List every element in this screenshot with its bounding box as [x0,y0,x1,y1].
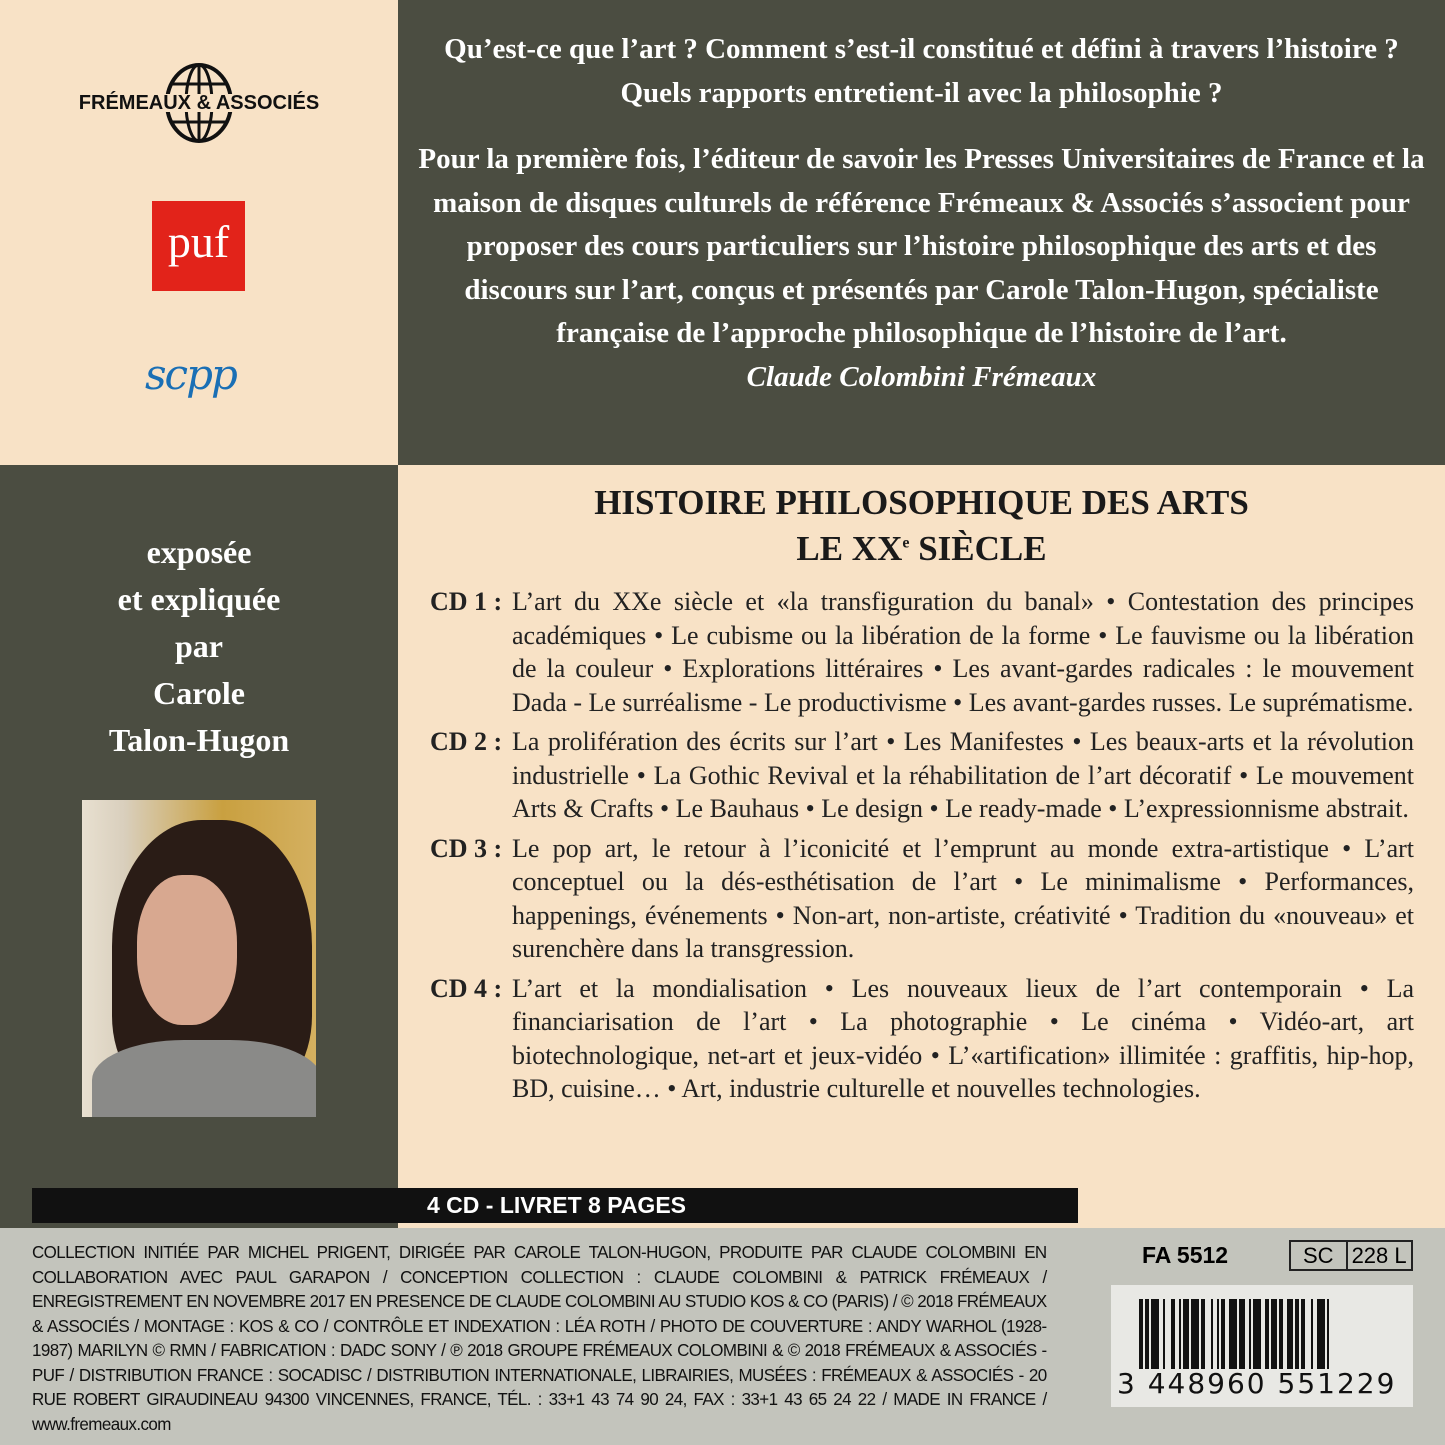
barcode-bars-icon [1139,1299,1409,1369]
barcode-bar [1229,1299,1237,1369]
barcode-bar [1179,1299,1181,1369]
barcode [1111,1285,1413,1407]
barcode-bar [1183,1299,1189,1369]
barcode-bar [1171,1299,1175,1369]
barcode-bar [1317,1299,1325,1369]
author-line: Talon-Hugon [108,722,290,758]
format-banner: 4 CD - LIVRET 8 PAGES [32,1188,1078,1223]
barcode-bar [1271,1299,1277,1369]
fremeaux-logo: FRÉMEAUX & ASSOCIÉS [78,92,320,114]
barcode-bar [1217,1299,1219,1369]
cd-contents: L’art du XXe siècle et «la transfiguration du banal» • Contestation des principes académiques • Le cubisme ou la libération de la forme • Le fauvisme ou la libération de la couleur • Explorations littéraires • Les avant-gardes radicales : le mouvement Dada - Le surréalisme - Le productivisme • Les avant-gardes russes. Le suprématisme. [512,587,1414,717]
sc-value: 228 L [1346,1242,1411,1269]
sc-label: SC [1303,1243,1334,1268]
barcode-bar [1287,1299,1293,1369]
catalog-number: FA 5512 [1142,1242,1229,1268]
scpp-logo: scpp [145,350,236,399]
author-photo [82,800,316,1117]
footer [0,1228,1445,1445]
intro-signature: Claude Colombini Frémeaux [746,360,1097,393]
barcode-bar [1221,1299,1225,1369]
cd-item [430,972,1414,1106]
barcode-bar [1145,1299,1149,1369]
author-line: Carole [153,675,245,711]
cd-label: CD 4 : [430,973,503,1003]
cd-item [430,585,1414,719]
barcode-bar [1327,1299,1329,1369]
cd-item [430,832,1414,966]
cd-contents: La prolifération des écrits sur l’art • Les Manifestes • Les beaux-arts et la révolution industrielle • La Gothic Revival et la réhabilitation de l’art décoratif • Le mouvement Arts & Crafts • Le Bauhaus • Le design • Le ready-made • L’expressionnisme abstrait. [512,727,1414,823]
barcode-bar [1279,1299,1283,1369]
barcode-bar [1311,1299,1313,1369]
intro-question: Qu’est-ce que l’art ? Comment s’est-il constitué et défini à travers l’histoire ? Quels rapports entretient-il avec la philosophie ? [444,33,1399,109]
album-title: HISTOIRE PHILOSOPHIQUE DES ARTS [594,483,1249,522]
credits-text: COLLECTION INITIÉE PAR MICHEL PRIGENT, DIRIGÉE PAR CAROLE TALON-HUGON, PRODUITE PAR CLAUDE COLOMBINI EN COLLABORATION AVEC PAUL GARAPON / CONCEPTION COLLECTION : CLAUDE COLOMBINI & PATRICK FRÉMEAUX / ENREGISTREMENT EN NOVEMBRE 2017 EN PRESENCE DE CLAUDE COLOMBINI AU STUDIO KOS & CO (PARIS) / © 2018 FRÉMEAUX & ASSOCIÉS / MONTAGE : KOS & CO / CONTRÔLE ET INDEXATION : LÉA ROTH / PHOTO DE COUVERTURE : ANDY WARHOL (1928-1987) MARILYN © RMN / FABRICATION : DADC SONY / ℗ 2018 GROUPE FRÉMEAUX COLOMBINI & © 2018 FRÉMEAUX & ASSOCIÉS - PUF / DISTRIBUTION FRANCE : SOCADISC / DISTRIBUTION INTERNATIONALE, LIBRAIRIES, MUSÉES : FRÉMEAUX & ASSOCIÉS - 20 RUE ROBERT GIRAUDINEAU 94300 VINCENNES, FRANCE, TÉL. : 33+1 43 74 90 24, FAX : 33+1 43 65 24 22 / MADE IN FRANCE / www.fremeaux.com [32,1242,1047,1434]
cd-label: CD 3 : [430,833,503,863]
intro-panel [398,0,1445,465]
cd-label: CD 1 : [430,587,503,616]
puf-logo: puf [152,201,245,291]
author-panel [0,465,398,1228]
barcode-bar [1301,1299,1305,1369]
cd-contents: L’art et la mondialisation • Les nouveaux lieux de l’art contemporain • La financiarisation de l’art • La photographie • Le cinéma • Vidéo-art, art biotechnologique, net-art et jeux-vidéo • L’«artification» illimitée : graffitis, hip-hop, BD, cuisine… • Art, industrie culturelle et nouvelles technologies. [512,973,1414,1103]
cd-item [430,725,1414,826]
intro-text: Pour la première fois, l’éditeur de savoir les Presses Universitaires de France et la maison de disques culturels de référence Frémeaux & Associés s’associent pour proposer des cours particuliers sur l’histoire philosophique des arts et des discours sur l’art, conçus et présentés par Carole Talon-Hugon, spécialiste française de l’approche philosophique de l’histoire de l’art. [418,143,1425,349]
barcode-bar [1139,1299,1143,1369]
contents-panel [398,465,1445,1228]
barcode-bar [1201,1299,1205,1369]
barcode-bar [1295,1299,1299,1369]
author-credit [0,529,398,764]
author-line: exposée [146,534,252,570]
logos-panel [0,0,398,465]
barcode-bar [1265,1299,1269,1369]
barcode-bar [1191,1299,1199,1369]
author-line: et expliquée [117,581,281,617]
barcode-bar [1239,1299,1245,1369]
barcode-bar [1249,1299,1251,1369]
sc-code-box [1289,1240,1413,1271]
cd-list [430,585,1414,1112]
barcode-number: 3 448960 551229 [1117,1367,1397,1400]
barcode-bar [1151,1299,1159,1369]
barcode-bar [1253,1299,1261,1369]
cd-contents: Le pop art, le retour à l’iconicité et l’emprunt au monde extra-artistique • L’art conceptuel ou la dés-esthétisation de l’art • Le minimalisme • Performances, happenings, événements • Non-art, non-artiste, créativité • Tradition du «nouveau» et surenchère dans la transgression. [512,833,1414,963]
cd-label: CD 2 : [430,727,503,756]
author-line: par [175,628,223,664]
barcode-bar [1163,1299,1165,1369]
barcode-bar [1211,1299,1213,1369]
album-subtitle: LE XXe SIÈCLE [796,529,1047,568]
